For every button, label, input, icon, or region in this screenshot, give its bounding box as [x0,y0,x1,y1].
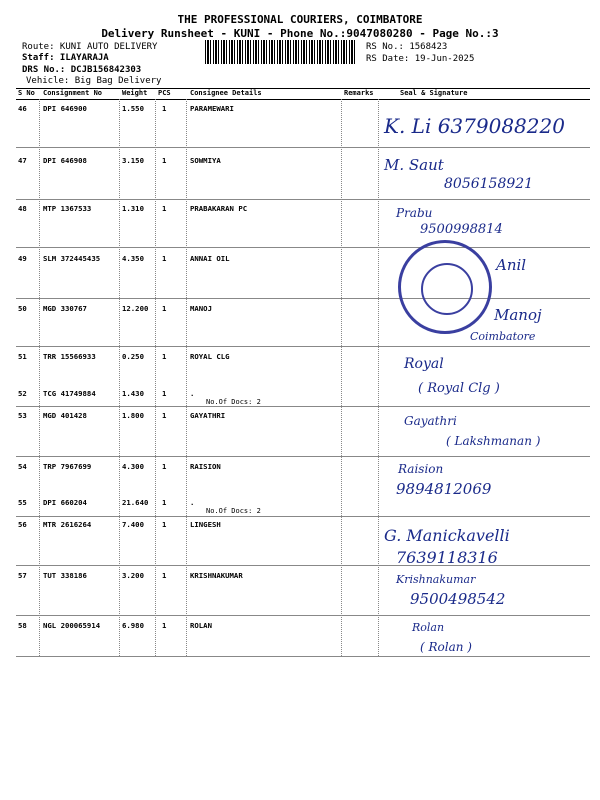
row-weight: 0.250 [122,352,144,361]
signature-10-name: Krishnakumar [396,573,476,586]
signature-7-note: ( Lakshmanan ) [446,434,541,448]
row-pcs: 1 [162,411,167,420]
row-consignment: NGL 200065914 [43,621,101,630]
signature-9-phone: 7639118316 [396,548,498,567]
row-pcs: 1 [162,156,167,165]
signature-3-phone: 9500998814 [420,222,503,237]
row-consignment: TRR 15566933 [43,352,96,361]
signature-6-note: ( Royal Clg ) [418,381,500,396]
row-divider [16,298,590,299]
drs-label: DRS No.: DCJB156842303 [22,65,142,75]
row-sno: 46 [18,104,27,113]
table-top-border [16,88,590,89]
runsheet-subtitle: Delivery Runsheet - KUNI - Phone No.:9047080280 - Page No.:3 [101,27,499,40]
row-weight: 6.980 [122,621,144,630]
row-consignee: KRISHNAKUMAR [190,571,243,580]
row-divider [16,247,590,248]
row-consignment: MTR 2616264 [43,520,92,529]
row-consignee: ROYAL CLG [190,352,230,361]
signature-2-name: M. Saut [384,156,444,174]
row-sno: 54 [18,462,27,471]
col-sep [155,99,156,656]
row-weight: 21.640 [122,498,149,507]
row-consignment: MGD 401428 [43,411,87,420]
col-sep [378,99,379,656]
row-divider [16,615,590,616]
signature-11-note: ( Rolan ) [420,640,472,654]
row-pcs: 1 [162,352,167,361]
row-sno: 50 [18,304,27,313]
docs-count-note: No.Of Docs: 2 [206,507,261,515]
row-consignee: MANOJ [190,304,212,313]
row-consignee: GAYATHRI [190,411,226,420]
signature-6-name: Royal [404,356,444,372]
row-sno: 56 [18,520,27,529]
row-sno: 51 [18,352,27,361]
row-consignment: DPI 646908 [43,156,87,165]
col-sep [119,99,120,656]
col-sep [341,99,342,656]
col-sno: S No [18,89,35,97]
signature-3-name: Prabu [396,206,433,220]
col-consignment: Consignment No [43,89,103,97]
row-sno: 49 [18,254,27,263]
row-consignee: SOWMIYA [190,156,221,165]
signature-2-phone: 8056158921 [444,176,534,192]
signature-4: Anil [496,256,527,274]
row-consignment: DPI 646900 [43,104,87,113]
row-weight: 12.200 [122,304,149,313]
row-pcs: 1 [162,621,167,630]
row-divider [16,456,590,457]
row-divider [16,346,590,347]
row-consignment: TUT 338186 [43,571,87,580]
row-consignment: TRP 7967699 [43,462,92,471]
row-consignee: LINGESH [190,520,221,529]
col-remarks: Remarks [344,89,374,97]
docs-count-note: No.Of Docs: 2 [206,398,261,406]
row-consignee: PRABAKARAN PC [190,204,248,213]
staff-label: Staff: ILAYARAJA [22,53,109,63]
row-consignee: PARAMEWARI [190,104,234,113]
row-sno: 58 [18,621,27,630]
table-header-border [16,99,590,100]
col-signature: Seal & Signature [400,89,468,97]
col-consignee: Consignee Details [190,89,262,97]
row-consignee: . [190,498,195,507]
row-pcs: 1 [162,498,167,507]
row-pcs: 1 [162,462,167,471]
row-pcs: 1 [162,520,167,529]
row-weight: 1.550 [122,104,144,113]
row-consignee: RAISION [190,462,221,471]
row-consignment: SLM 372445435 [43,254,101,263]
row-divider [16,147,590,148]
signature-8-phone: 9894812069 [396,480,492,498]
row-divider [16,516,590,517]
signature-1: K. Li 6379088220 [384,114,565,138]
barcode [205,40,357,64]
col-pcs: PCS [158,89,171,97]
signature-11-name: Rolan [412,621,445,634]
row-consignment: TCG 41749884 [43,389,96,398]
row-sno: 57 [18,571,27,580]
row-consignee: ROLAN [190,621,212,630]
row-weight: 3.200 [122,571,144,580]
row-weight: 1.800 [122,411,144,420]
row-pcs: 1 [162,304,167,313]
row-consignment: MTP 1367533 [43,204,92,213]
row-weight: 7.400 [122,520,144,529]
row-consignee: ANNAI OIL [190,254,230,263]
row-sno: 53 [18,411,27,420]
row-pcs: 1 [162,389,167,398]
row-divider [16,406,590,407]
row-consignment: DPI 660204 [43,498,87,507]
col-sep [186,99,187,656]
row-pcs: 1 [162,254,167,263]
route-label: Route: KUNI AUTO DELIVERY [22,42,158,52]
signature-10-phone: 9500498542 [410,590,506,608]
col-sep [39,99,40,656]
signature-5-place: Coimbatore [470,330,536,343]
rs-no-label: RS No.: 1568423 [366,42,448,52]
row-consignment: MGD 330767 [43,304,87,313]
signature-5-name: Manoj [494,306,542,324]
vehicle-label: Vehicle: Big Bag Delivery [26,76,162,86]
row-pcs: 1 [162,104,167,113]
row-sno: 55 [18,498,27,507]
row-divider [16,565,590,566]
rs-date-label: RS Date: 19-Jun-2025 [366,54,475,64]
signature-8-name: Raision [398,462,444,476]
signature-7-name: Gayathri [404,414,457,428]
col-weight: Weight [122,89,148,97]
row-weight: 1.430 [122,389,144,398]
row-weight: 3.150 [122,156,144,165]
row-sno: 48 [18,204,27,213]
seal-stamp [398,240,492,334]
row-weight: 4.300 [122,462,144,471]
row-pcs: 1 [162,571,167,580]
row-divider [16,199,590,200]
row-sno: 47 [18,156,27,165]
row-weight: 1.310 [122,204,144,213]
row-weight: 4.350 [122,254,144,263]
signature-9-name: G. Manickavelli [384,526,510,545]
row-divider [16,656,590,657]
row-sno: 52 [18,389,27,398]
row-consignee: . [190,389,195,398]
company-title: THE PROFESSIONAL COURIERS, COIMBATORE [177,13,423,26]
row-pcs: 1 [162,204,167,213]
